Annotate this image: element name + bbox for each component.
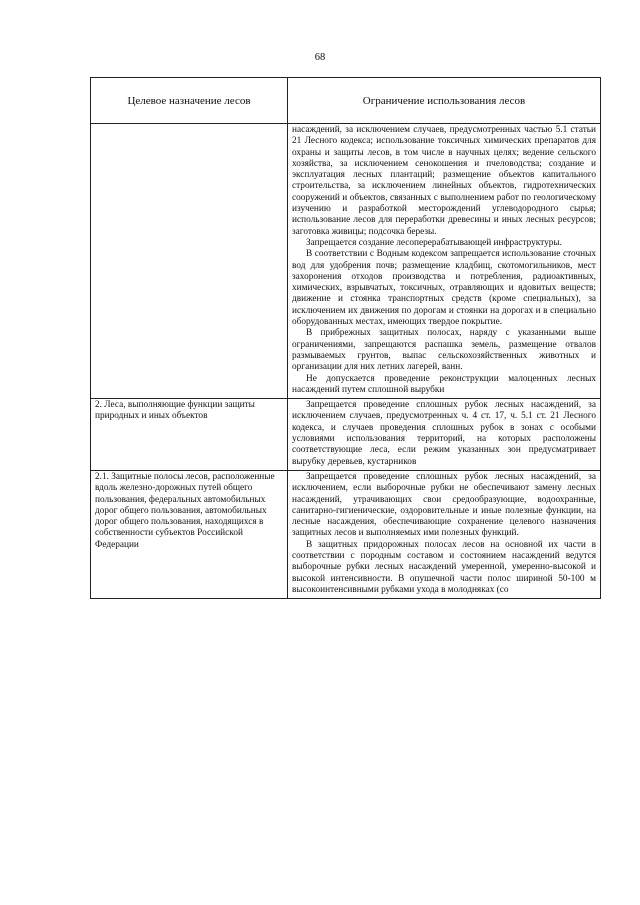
restriction-column-header: Ограничение использования лесов — [288, 78, 601, 124]
page-number: 68 — [314, 52, 326, 63]
purpose-cell: 2.1. Защитные полосы лесов, расположенные вдоль железно-дорожных путей общего пользования, федеральных автомобильных дорог общего пользования, автомобильных дорог общего пользования, находящихся в собственности субъектов Российской Федерации — [91, 470, 288, 598]
restriction-paragraph: насаждений, за исключением случаев, предусмотренных частью 5.1 статьи 21 Лесного кодекса; использование токсичных химических препаратов для охраны и защиты лесов, в том числе в научных целях; ведение сельского хозяйства, за исключением сенокошения и пчеловодства; создание и эксплуатация лесных плантаций; размещение объектов капитального строительства, за исключением линейных объектов, гидротехнических сооружений и объектов, связанных с выполнением работ по геологическому изучению и разработкой месторождений углеводородного сырья; использование лесов для переработки древесины и иных лесных ресурсов; заготовка живицы; подсочка березы. — [292, 125, 596, 237]
table-row — [91, 124, 601, 399]
restrictions-table — [90, 77, 601, 599]
restriction-cell — [288, 470, 601, 598]
restriction-paragraph: В защитных придорожных полосах лесов на основной их части в соответствии с породным составом и состоянием насаждений ведутся выборочные рубки лесных насаждений умеренной, умеренно-высокой и высокой интенсивности. В опушечной части полос шириной 50-100 м высокоинтенсивными рубками ухода в молодняках (со — [292, 539, 596, 595]
table-row — [91, 399, 601, 471]
restriction-paragraph: Запрещается создание лесоперерабатывающей инфраструктуры. — [306, 237, 562, 248]
restriction-paragraph: Запрещается проведение сплошных рубок лесных насаждений, за исключением случаев, предусмотренных ч. 4 ст. 17, ч. 5.1 ст. 21 Лесного кодекса, и случаев проведения сплошных рубок в зонах с особыми условиями использования территорий, на которых расположены соответствующие леса, если режим указанных зон предусматривает вырубку деревьев, кустарников — [292, 400, 596, 467]
purpose-cell — [91, 124, 288, 399]
restriction-cell — [288, 124, 601, 399]
table-row — [91, 470, 601, 598]
restriction-cell — [288, 399, 601, 471]
restriction-paragraph: В прибрежных защитных полосах, наряду с указанными выше ограничениями, запрещаются распашка земель, размещение отвалов размываемых грунтов, выпас сельскохозяйственных животных и организации для них летних лагерей, ванн. — [292, 328, 596, 373]
table-header-row — [91, 78, 601, 124]
restriction-paragraph: В соответствии с Водным кодексом запрещается использование сточных вод для удобрения почв; размещение кладбищ, скотомогильников, мест захоронения отходов производства и потребления, радиоактивных, химических, взрывчатых, токсичных, отравляющих и ядовитых веществ; движение и стоянка транспортных средств (кроме специальных), за исключением их движения по дорогам и стоянки на дорогах и в специально оборудованных местах, имеющих твердое покрытие. — [292, 249, 596, 328]
restriction-paragraph: Запрещается проведение сплошных рубок лесных насаждений, за исключением, если выборочные рубки не обеспечивают замену лесных насаждений, утрачивающих свои средообразующие, водоохранные, санитарно-гигиенические, оздоровительные и иные полезные функции, на лесные насаждения, обеспечивающие сохранение целевого назначения защитных лесов и выполняемых ими полезных функций. — [292, 471, 596, 539]
purpose-column-header: Целевое назначение лесов — [91, 78, 288, 124]
purpose-cell: 2. Леса, выполняющие функции защиты природных и иных объектов — [91, 399, 288, 471]
restriction-paragraph: Не допускается проведение реконструкции малоценных лесных насаждений путем сплошной вырубки — [292, 373, 596, 395]
